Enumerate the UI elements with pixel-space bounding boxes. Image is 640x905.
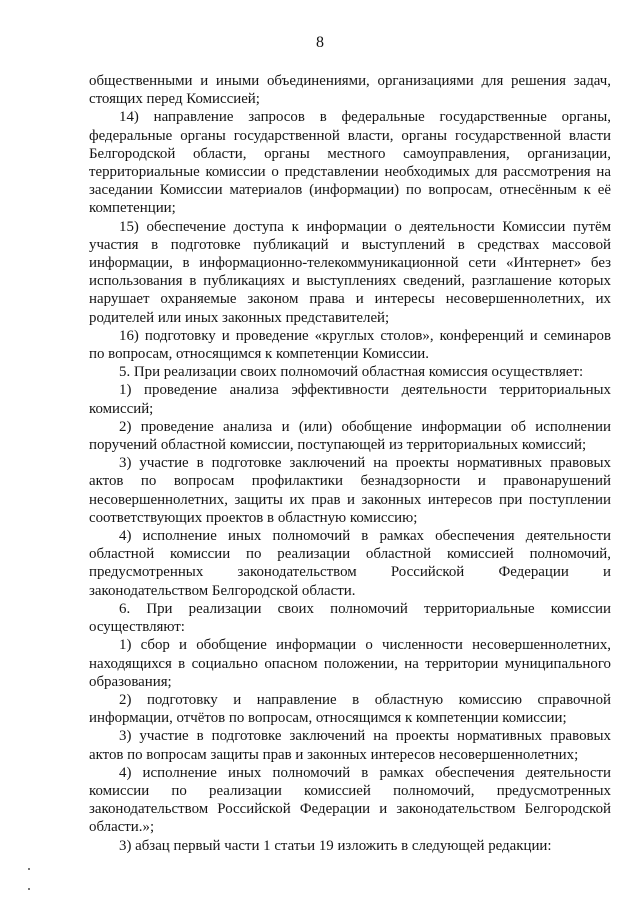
paragraph: 1) сбор и обобщение информации о численности несовершеннолетних, находящихся в социально опасном положении, на территории муниципального образования;: [89, 637, 611, 690]
paragraph: 1) проведение анализа эффективности деятельности территориальных комиссий;: [89, 382, 611, 417]
paragraph: 4) исполнение иных полномочий в рамках обеспечения деятельности комиссии по реализации комиссией полномочий, предусмотренных законодательством Российской Федерации и законодательством Белгородской области.»;: [89, 764, 611, 836]
paragraph: 2) подготовку и направление в областную комиссию справочной информации, отчётов по вопросам, относящимся к компетенции комиссии;: [89, 691, 611, 727]
paragraph: 3) абзац первый части 1 статьи 19 изложить в следующей редакции:: [119, 837, 552, 854]
page-number: 8: [316, 34, 324, 51]
scan-artifact: [28, 888, 30, 890]
paragraph: 3) участие в подготовке заключений на проекты нормативных правовых актов по вопросам защиты прав и законных интересов несовершеннолетних;: [89, 728, 611, 763]
paragraph: 6. При реализации своих полномочий территориальные комиссии осуществляют:: [89, 600, 611, 636]
paragraph: 16) подготовку и проведение «круглых столов», конференций и семинаров по вопросам, относящимся к компетенции Комиссии.: [89, 327, 611, 363]
paragraph: 14) направление запросов в федеральные государственные органы, федеральные органы государственной власти, органы государственной власти Белгородской области, органы местного самоуправления, организации, территориальные комиссии о представлении необходимых для рассмотрения на заседании Комиссии материалов (информации) по вопросам, отнесённым к её компетенции;: [89, 109, 611, 217]
paragraph: общественными и иными объединениями, организациями для решения задач, стоящих перед Комиссией;: [89, 73, 611, 108]
paragraph: 3) участие в подготовке заключений на проекты нормативных правовых актов по вопросам профилактики безнадзорности и правонарушений несовершеннолетних, защиты их прав и законных интересов при поступлении соответствующих проектов в областную комиссию;: [89, 455, 611, 526]
paragraph: 2) проведение анализа и (или) обобщение информации об исполнении поручений областной комиссии, поступающей из территориальных комиссий;: [89, 418, 611, 454]
scan-artifact: [28, 868, 30, 870]
paragraph: 5. При реализации своих полномочий областная комиссия осуществляет:: [119, 364, 584, 381]
document-body: [89, 72, 611, 855]
paragraph: 15) обеспечение доступа к информации о деятельности Комиссии путём участия в подготовке публикаций и выступлений в средствах массовой информации, в информационно-телекоммуникационной сети «Интернет» без использования в публикациях и выступлениях сведений, разглашение которых нарушает охраняемые законом права и интересы несовершеннолетних, их родителей или иных законных представителей;: [89, 218, 611, 326]
paragraph: 4) исполнение иных полномочий в рамках обеспечения деятельности областной комиссии по реализации областной комиссией полномочий, предусмотренных законодательством Российской Федерации и законодательством Белгородской области.: [89, 528, 611, 599]
